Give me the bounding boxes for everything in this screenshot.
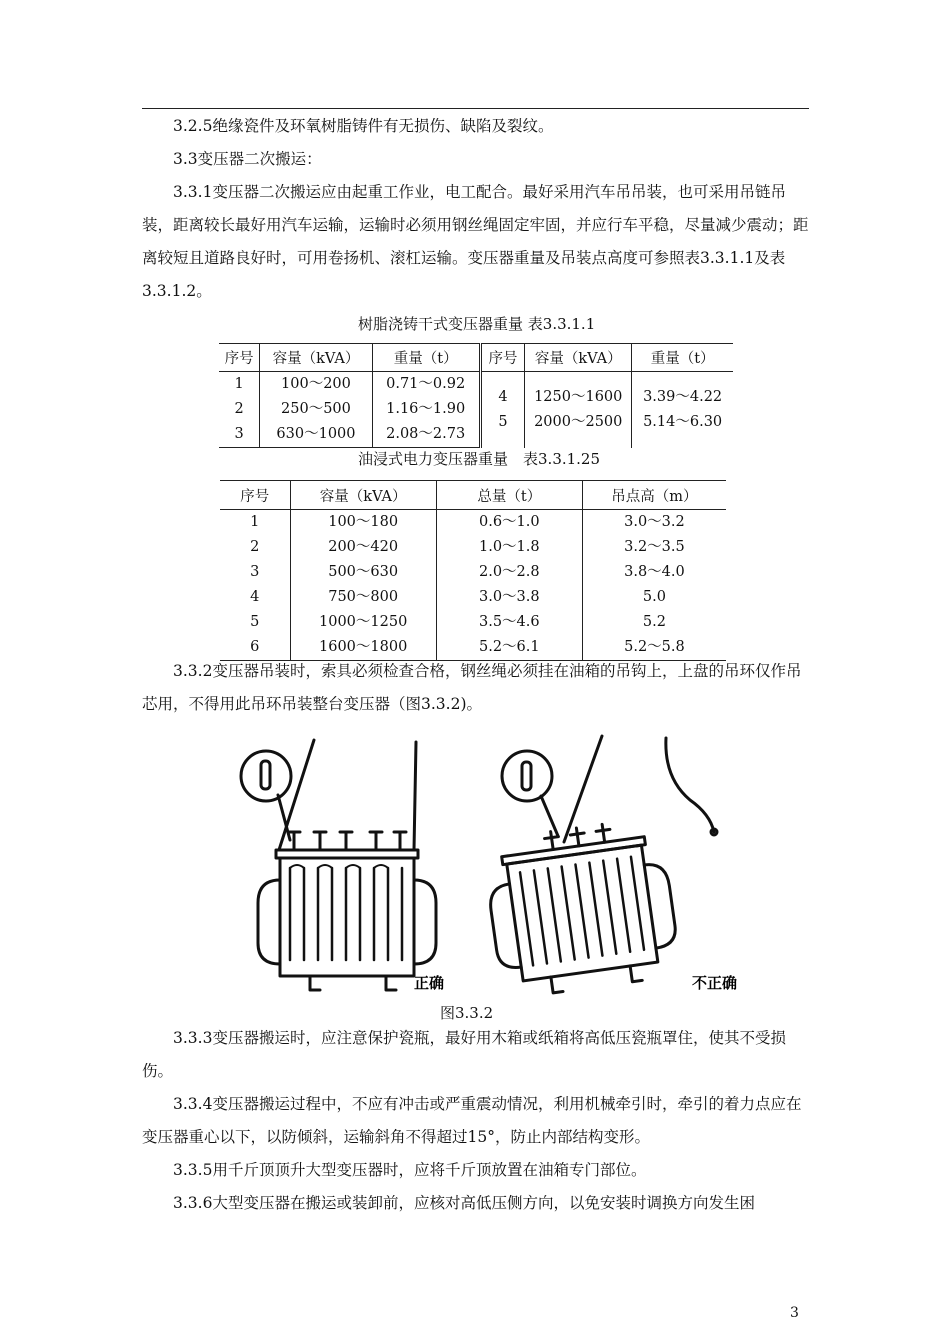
table-cell: 100～200 — [260, 372, 372, 398]
table-cell-merged — [632, 372, 733, 448]
transformer-hoisting-drawing — [228, 728, 748, 1000]
incorrect-label: 不正确 — [692, 975, 738, 992]
transformer-hoisting-figure — [228, 728, 748, 1000]
table-cell: 2000～2500 — [534, 413, 623, 430]
dry-transformer-weight-table — [219, 343, 733, 448]
table-row — [220, 510, 726, 536]
table-row — [220, 610, 726, 635]
table-cell: 1.16～1.90 — [372, 397, 480, 422]
table-cell: 2 — [234, 401, 244, 417]
header-cell: 重量（t） — [632, 344, 733, 372]
table-cell-merged — [525, 372, 632, 448]
table-body — [220, 510, 726, 661]
table-cell: 3.2～3.5 — [582, 535, 726, 560]
table-cell-merged — [480, 372, 525, 448]
table-row — [220, 535, 726, 560]
table-cell: 630～1000 — [260, 422, 372, 448]
paragraph-3-3-2: 3.3.2变压器吊装时，索具必须检查合格，钢丝绳必须挂在油箱的吊钩上，上盘的吊环仅作吊芯用，不得用此吊环吊装整台变压器（图3.3.2)。 — [142, 662, 802, 713]
table-cell: 100～180 — [290, 510, 436, 536]
table-cell: 4 — [498, 388, 508, 405]
table2-caption: 油浸式电力变压器重量 表3.3.1.25 — [358, 450, 601, 468]
table-cell: 1250～1600 — [534, 388, 623, 405]
header-cell: 序号 — [480, 344, 525, 372]
page-number: 3 — [790, 1305, 799, 1321]
table-cell: 3.0～3.8 — [436, 585, 582, 610]
table-cell: 6 — [220, 635, 290, 661]
table-cell: 3.5～4.6 — [436, 610, 582, 635]
table-cell: 2 — [250, 539, 260, 555]
paragraph-3-3-4: 3.3.4变压器搬运过程中，不应有冲击或严重震动情况，利用机械牵引时，牵引的着力点应在变压器重心以下，以防倾斜，运输斜角不得超过15°，防止内部结构变形。 — [142, 1095, 802, 1146]
table-cell: 4 — [250, 589, 260, 605]
table-row — [220, 585, 726, 610]
correct-label: 正确 — [414, 975, 445, 992]
table-cell: 5.2～5.8 — [582, 635, 726, 661]
header-cell: 序号 — [219, 344, 260, 372]
table-cell: 5 — [498, 413, 508, 430]
paragraph-3-3-6: 3.3.6大型变压器在搬运或装卸前，应核对高低压侧方向，以免安装时调换方向发生困 — [173, 1194, 755, 1212]
table-cell: 3 — [219, 422, 260, 448]
header-cell: 容量（kVA） — [525, 344, 632, 372]
header-cell: 总量（t） — [436, 481, 582, 510]
oil-transformer-weight-table — [220, 480, 726, 661]
table-cell: 5 — [250, 614, 260, 630]
table-cell: 3.8～4.0 — [582, 560, 726, 585]
heading-3-3: 3.3变压器二次搬运： — [173, 150, 322, 168]
table-cell: 500～630 — [290, 560, 436, 585]
table-cell: 5.2～6.1 — [436, 635, 582, 661]
table1-caption: 树脂浇铸干式变压器重量 表3.3.1.1 — [358, 315, 596, 333]
figure-caption: 图3.3.2 — [440, 1004, 494, 1022]
paragraph-3-3-3: 3.3.3变压器搬运时，应注意保护瓷瓶，最好用木箱或纸箱将高低压瓷瓶罩住，使其不受损伤。 — [142, 1029, 786, 1080]
header-cell: 吊点高（m） — [582, 481, 726, 510]
table-cell: 3.39～4.22 — [643, 388, 723, 405]
table-cell: 0.71～0.92 — [372, 372, 480, 398]
table-header-row — [219, 344, 733, 372]
table-cell: 5.2 — [582, 610, 726, 635]
table-cell: 1 — [250, 514, 260, 530]
header-rule — [142, 108, 809, 109]
paragraph-3-2-5: 3.2.5绝缘瓷件及环氧树脂铸件有无损伤、缺陷及裂纹。 — [173, 117, 554, 135]
table-header-row — [220, 481, 726, 510]
table-row — [219, 372, 733, 398]
table-cell: 0.6～1.0 — [436, 510, 582, 536]
table-cell: 1600～1800 — [290, 635, 436, 661]
table-cell: 1000～1250 — [290, 610, 436, 635]
table-cell: 1 — [234, 376, 244, 392]
table-cell: 3.0～3.2 — [582, 510, 726, 536]
table-cell: 2.0～2.8 — [436, 560, 582, 585]
table-cell: 1.0～1.8 — [436, 535, 582, 560]
table-cell: 250～500 — [260, 397, 372, 422]
table-cell: 750～800 — [290, 585, 436, 610]
table-cell: 200～420 — [290, 535, 436, 560]
paragraph-3-3-5: 3.3.5用千斤顶顶升大型变压器时，应将千斤顶放置在油箱专门部位。 — [173, 1161, 647, 1179]
header-cell: 容量（kVA） — [290, 481, 436, 510]
table-row — [220, 560, 726, 585]
paragraph-3-3-1: 3.3.1变压器二次搬运应由起重工作业，电工配合。最好采用汽车吊吊装，也可采用吊链吊装，距离较长最好用汽车运输，运输时必须用钢丝绳固定牢固，并应行车平稳，尽量减少震动；距离较短且道路良好时，可用卷扬机、滚杠运输。变压器重量及吊装点高度可参照表3.3.1.1及表3.3.1.2。 — [142, 183, 809, 300]
header-cell: 序号 — [220, 481, 290, 510]
header-cell: 重量（t） — [372, 344, 480, 372]
header-cell: 容量（kVA） — [260, 344, 372, 372]
table-cell: 5.14～6.30 — [643, 413, 723, 430]
table-cell: 5.0 — [582, 585, 726, 610]
table-cell: 2.08～2.73 — [372, 422, 480, 448]
table-cell: 3 — [250, 564, 260, 580]
